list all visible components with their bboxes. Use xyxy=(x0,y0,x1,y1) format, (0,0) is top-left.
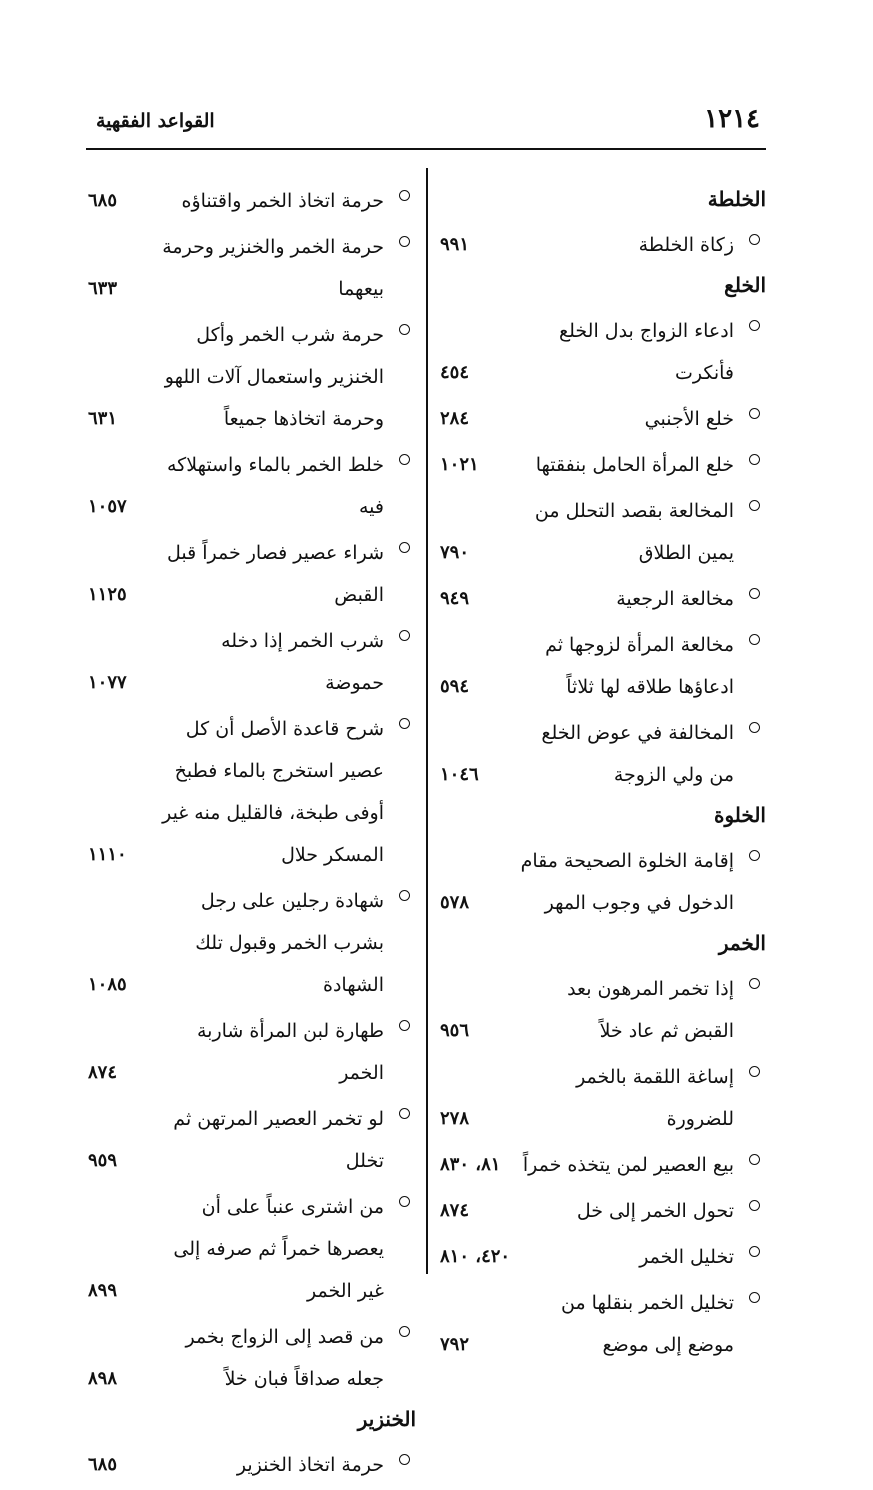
entry-text: إذا تخمر المرهون بعد القبض ثم عاد خلاً xyxy=(567,978,734,1042)
index-entry xyxy=(438,444,766,486)
circle-bullet-icon xyxy=(749,1154,760,1165)
index-entry xyxy=(86,1444,416,1486)
entry-text: خلع المرأة الحامل بنفقتها xyxy=(535,454,734,476)
entry-page-ref: ١١٢٥ xyxy=(88,584,127,605)
index-entry xyxy=(86,880,416,1006)
entry-text: ادعاء الزواج بدل الخلع فأنكرت xyxy=(559,320,734,384)
circle-bullet-icon xyxy=(399,630,410,641)
page-number: ١٢١٤ xyxy=(704,104,760,134)
circle-bullet-icon xyxy=(749,454,760,465)
index-entry xyxy=(438,1236,766,1278)
index-entry xyxy=(438,1056,766,1140)
entry-page-ref: ٩٩١ xyxy=(440,234,470,255)
index-entry xyxy=(86,1316,416,1400)
entry-text: المخالعة بقصد التحلل من يمين الطلاق xyxy=(534,500,734,564)
entry-page-ref: ٥٩٤ xyxy=(440,676,470,697)
entry-page-ref: ٦٨٥ xyxy=(88,1454,118,1475)
entry-page-ref: ١٠٥٧ xyxy=(88,496,127,517)
entry-text: المخالفة في عوض الخلع من ولي الزوجة xyxy=(541,722,734,786)
index-entry xyxy=(86,1010,416,1094)
index-entry xyxy=(86,620,416,704)
entry-page-ref: ٤٥٤ xyxy=(440,362,470,383)
circle-bullet-icon xyxy=(749,1066,760,1077)
entry-text: حرمة الخمر والخنزير وحرمة بيعهما xyxy=(162,236,384,300)
circle-bullet-icon xyxy=(749,1246,760,1257)
index-entry xyxy=(86,180,416,222)
entry-page-ref: ٨٧٤ xyxy=(88,1062,118,1083)
circle-bullet-icon xyxy=(399,324,410,335)
entry-page-ref: ٥٧٨ xyxy=(440,892,470,913)
index-entry xyxy=(438,840,766,924)
entry-text: إقامة الخلوة الصحيحة مقام الدخول في وجوب المهر xyxy=(520,850,734,914)
entry-page-ref: ٢٧٨ xyxy=(440,1108,470,1129)
circle-bullet-icon xyxy=(749,234,760,245)
entry-page-ref: ٦٣١ xyxy=(88,408,118,429)
circle-bullet-icon xyxy=(399,454,410,465)
entry-text: تخليل الخمر xyxy=(639,1246,734,1268)
entry-text: من اشترى عنباً على أن يعصرها خمراً ثم صرفه إلى غير الخمر xyxy=(173,1196,384,1302)
index-column-left xyxy=(86,180,416,1490)
circle-bullet-icon xyxy=(749,408,760,419)
entry-text: بيع العصير لمن يتخذه خمراً xyxy=(522,1154,734,1176)
entry-text: مخالعة الرجعية xyxy=(616,588,734,610)
circle-bullet-icon xyxy=(749,634,760,645)
entry-text: حرمة اتخاذ الخنزير xyxy=(236,1454,384,1476)
entry-text: شرح قاعدة الأصل أن كل عصير استخرج بالماء فطبخ أوفى طبخة، فالقليل منه غير المسكر حلال xyxy=(162,718,384,866)
index-entry xyxy=(86,444,416,528)
entry-text: مخالعة المرأة لزوجها ثم ادعاؤها طلاقه لها ثلاثاً xyxy=(545,634,734,698)
index-entry xyxy=(438,398,766,440)
entry-page-ref: ٩٥٦ xyxy=(440,1020,470,1041)
entry-text: حرمة شرب الخمر وأكل الخنزير واستعمال آلات اللهو وحرمة اتخاذها جميعاً xyxy=(164,324,384,430)
entry-page-ref: ١٠٨٥ xyxy=(88,974,127,995)
book-title: القواعد الفقهية xyxy=(96,110,215,132)
circle-bullet-icon xyxy=(399,890,410,901)
index-entry xyxy=(438,490,766,574)
entry-page-ref: ٨٩٨ xyxy=(88,1368,118,1389)
entry-page-ref: ٦٣٣ xyxy=(88,278,118,299)
circle-bullet-icon xyxy=(399,718,410,729)
index-entry xyxy=(438,224,766,266)
index-entry xyxy=(86,1186,416,1312)
circle-bullet-icon xyxy=(749,978,760,989)
entry-page-ref: ٦٨٥ xyxy=(88,190,118,211)
index-entry xyxy=(438,1190,766,1232)
circle-bullet-icon xyxy=(749,850,760,861)
index-entry xyxy=(86,708,416,876)
column-divider xyxy=(426,168,428,1274)
index-entry xyxy=(438,968,766,1052)
entry-page-ref: ٢٨٤ xyxy=(440,408,470,429)
entry-text: تخليل الخمر بنقلها من موضع إلى موضع xyxy=(561,1292,734,1356)
index-entry xyxy=(438,310,766,394)
entry-text: شهادة رجلين على رجل بشرب الخمر وقبول تلك الشهادة xyxy=(195,890,384,996)
index-entry xyxy=(438,578,766,620)
entry-text: تحول الخمر إلى خل xyxy=(576,1200,734,1222)
circle-bullet-icon xyxy=(399,1326,410,1337)
page-header xyxy=(88,104,768,142)
entry-page-ref: ٨٧٤ xyxy=(440,1200,470,1221)
circle-bullet-icon xyxy=(749,588,760,599)
circle-bullet-icon xyxy=(399,1020,410,1031)
entry-text: شراء عصير فصار خمراً قبل القبض xyxy=(166,542,384,606)
index-entry xyxy=(86,314,416,440)
header-rule xyxy=(86,148,766,150)
index-heading: الخلطة xyxy=(707,187,766,211)
index-heading: الخلع xyxy=(724,273,766,297)
entry-text: شرب الخمر إذا دخله حموضة xyxy=(221,630,384,694)
index-heading: الخنزير xyxy=(357,1407,416,1431)
circle-bullet-icon xyxy=(399,1108,410,1119)
entry-text: خلط الخمر بالماء واستهلاكه فيه xyxy=(167,454,384,518)
entry-page-ref: ١٠٧٧ xyxy=(88,672,127,693)
index-entry xyxy=(86,226,416,310)
index-heading: الخمر xyxy=(718,931,766,955)
index-entry xyxy=(438,712,766,796)
entry-text: لو تخمر العصير المرتهن ثم تخلل xyxy=(173,1108,384,1172)
entry-page-ref: ١٠٢١ xyxy=(440,454,479,475)
index-entry xyxy=(438,624,766,708)
circle-bullet-icon xyxy=(399,1454,410,1465)
circle-bullet-icon xyxy=(749,1292,760,1303)
entry-page-ref: ١٠٤٦ xyxy=(440,764,479,785)
circle-bullet-icon xyxy=(399,236,410,247)
circle-bullet-icon xyxy=(399,542,410,553)
entry-page-ref: ٧٩٠ xyxy=(440,542,470,563)
entry-page-ref: ٨٩٩ xyxy=(88,1280,118,1301)
index-entry xyxy=(86,532,416,616)
entry-page-ref: ٨١، ٨٣٠ xyxy=(440,1154,501,1175)
entry-page-ref: ١١١٠ xyxy=(88,844,127,865)
circle-bullet-icon xyxy=(749,722,760,733)
entry-text: طهارة لبن المرأة شاربة الخمر xyxy=(196,1020,384,1084)
circle-bullet-icon xyxy=(749,500,760,511)
circle-bullet-icon xyxy=(749,320,760,331)
index-entry xyxy=(86,1098,416,1182)
circle-bullet-icon xyxy=(749,1200,760,1211)
entry-text: من قصد إلى الزواج بخمر جعله صداقاً فبان خلاً xyxy=(185,1326,384,1390)
entry-page-ref: ٩٤٩ xyxy=(440,588,470,609)
circle-bullet-icon xyxy=(399,1196,410,1207)
entry-page-ref: ٧٩٢ xyxy=(440,1334,470,1355)
entry-text: إساغة اللقمة بالخمر للضرورة xyxy=(576,1066,734,1130)
entry-page-ref: ٤٢٠، ٨١٠ xyxy=(440,1246,511,1267)
circle-bullet-icon xyxy=(399,190,410,201)
entry-text: حرمة اتخاذ الخمر واقتناؤه xyxy=(181,190,384,212)
entry-text: زكاة الخلطة xyxy=(638,234,734,256)
entry-page-ref: ٩٥٩ xyxy=(88,1150,118,1171)
index-column-right xyxy=(438,180,766,1370)
entry-text: خلع الأجنبي xyxy=(644,408,734,430)
index-heading: الخلوة xyxy=(714,803,766,827)
index-entry xyxy=(438,1282,766,1366)
index-entry xyxy=(438,1144,766,1186)
